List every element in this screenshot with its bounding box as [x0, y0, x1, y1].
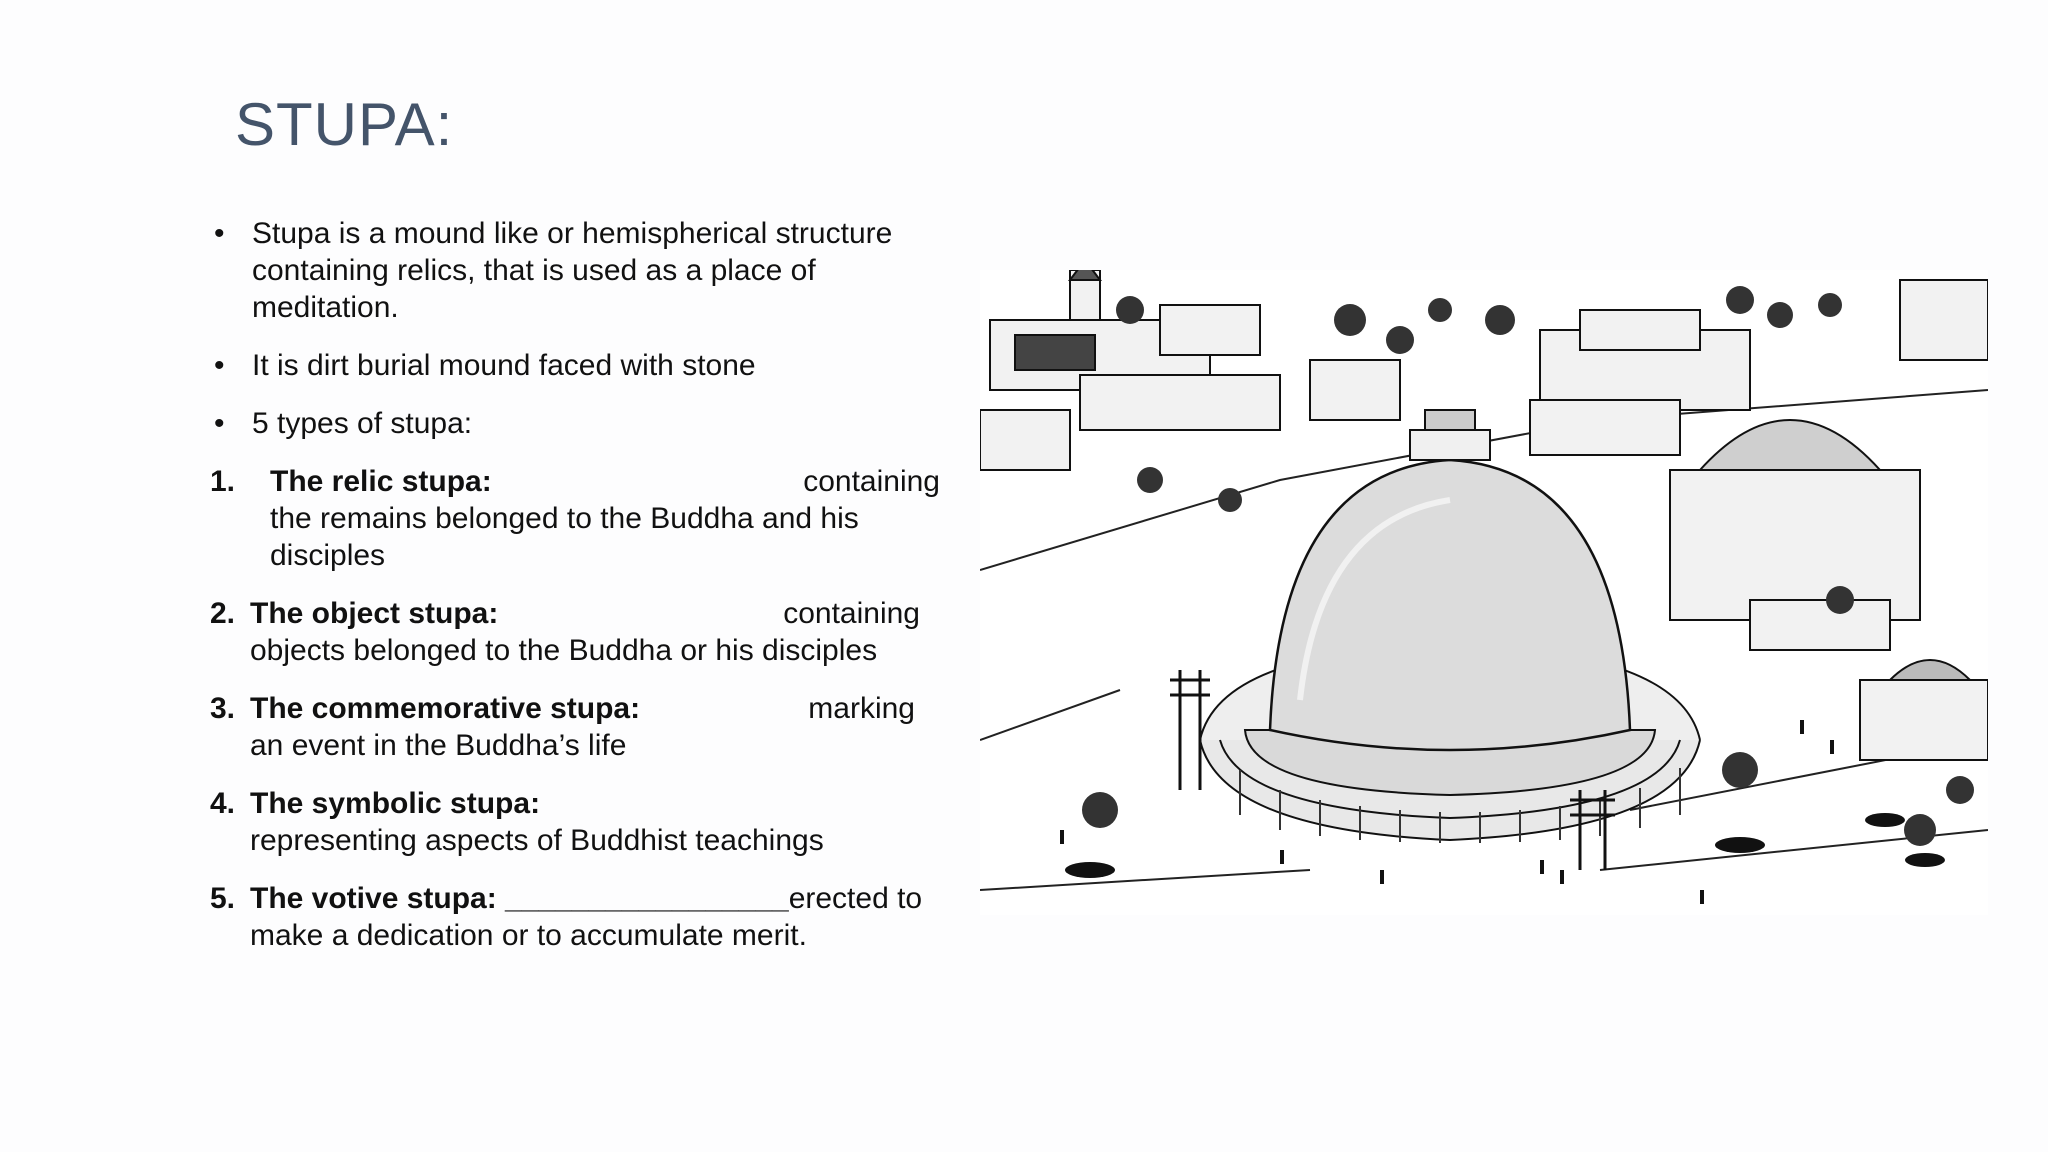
- item-heading: The object stupa:: [250, 597, 499, 630]
- item-number: 1.: [210, 465, 236, 498]
- slide-title: STUPA:: [235, 91, 454, 158]
- stupa-illustration: [980, 270, 1988, 915]
- item-description: make a dedication or to accumulate merit.: [250, 919, 807, 952]
- item-number: 5.: [210, 882, 236, 915]
- item-heading: The votive stupa: _________________: [250, 882, 789, 915]
- item-description: the remains belonged to the Buddha and his disciples: [270, 502, 859, 572]
- item-number: 3.: [210, 692, 236, 725]
- item-lead: marking: [808, 692, 915, 725]
- bullet-dot: •: [214, 407, 225, 440]
- slide-body: [210, 215, 940, 975]
- item-heading: The symbolic stupa:: [250, 787, 541, 820]
- item-lead: containing: [803, 465, 940, 498]
- bullet-item: [210, 405, 940, 442]
- bullet-item: [210, 215, 940, 326]
- item-description: representing aspects of Buddhist teachings: [250, 824, 824, 857]
- item-number: 4.: [210, 787, 236, 820]
- bullet-text: 5 types of stupa:: [252, 407, 473, 440]
- item-description: an event in the Buddha’s life: [250, 729, 627, 762]
- bullet-text: It is dirt burial mound faced with stone: [252, 349, 756, 382]
- stupa-type-item: [210, 595, 940, 669]
- stupa-type-item: [210, 785, 940, 859]
- stupa-type-item: [210, 690, 940, 764]
- bullet-item: [210, 347, 940, 384]
- stupa-type-item: [210, 880, 940, 954]
- item-lead: erected to: [788, 882, 923, 915]
- stupa-type-item: [210, 463, 940, 574]
- item-description: objects belonged to the Buddha or his disciples: [250, 634, 878, 667]
- bullet-dot: •: [214, 349, 225, 382]
- item-heading: The relic stupa:: [270, 465, 492, 498]
- stupa-drawing: [980, 270, 1988, 915]
- item-lead: containing: [783, 597, 920, 630]
- bullet-dot: •: [214, 217, 225, 250]
- item-heading: The commemorative stupa:: [250, 692, 641, 725]
- bullet-text: Stupa is a mound like or hemispherical structure containing relics, that is used as a place of meditation.: [252, 217, 893, 324]
- item-number: 2.: [210, 597, 236, 630]
